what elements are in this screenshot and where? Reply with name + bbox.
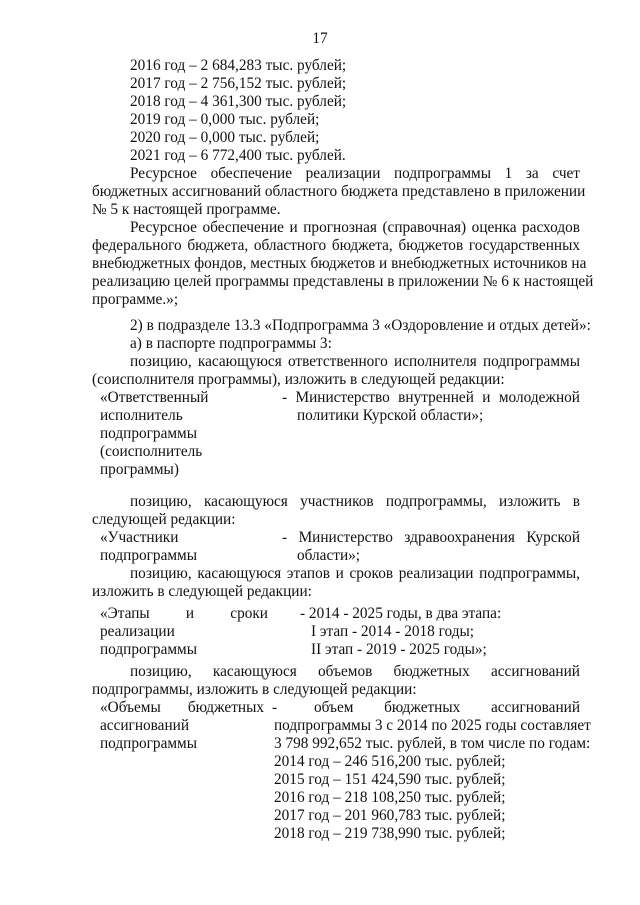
- table-cell-left: «Ответственный: [100, 389, 209, 406]
- table-cell-left: подпрограммы: [100, 735, 198, 752]
- year-line: 2017 год – 201 960,783 тыс. рублей;: [274, 807, 506, 824]
- item-subheading: а) в паспорте подпрограммы 3:: [130, 335, 332, 352]
- table-cell-left: подпрограммы: [100, 641, 198, 658]
- table-cell-right: области»;: [297, 547, 361, 564]
- paragraph-line: реализацию целей программы представлены в приложении № 6 к настоящей: [92, 273, 594, 290]
- year-line: 2019 год – 0,000 тыс. рублей;: [130, 111, 320, 128]
- year-line: 2020 год – 0,000 тыс. рублей;: [130, 129, 320, 146]
- table-cell-left: исполнитель: [100, 407, 183, 424]
- item-heading: 2) в подразделе 13.3 «Подпрограмма 3 «Оздоровление и отдых детей»:: [130, 317, 591, 334]
- year-line: 2016 год – 218 108,250 тыс. рублей;: [274, 789, 506, 806]
- page-number: 17: [312, 30, 328, 47]
- year-line: 2018 год – 219 738,990 тыс. рублей;: [274, 825, 506, 842]
- year-line: 2018 год – 4 361,300 тыс. рублей;: [130, 93, 347, 110]
- table-cell-right: политики Курской области»;: [297, 407, 484, 424]
- table-cell-left: (соисполнитель: [100, 443, 203, 460]
- table-cell-left: «Участники: [100, 529, 179, 546]
- table-cell-left: программы): [100, 461, 179, 478]
- paragraph-line: программе.»;: [92, 291, 179, 308]
- table-cell-left: подпрограммы: [100, 425, 198, 442]
- paragraph-line: Ресурсное обеспечение реализации подпрограммы 1 за счет: [130, 165, 580, 182]
- table-cell-left: «Объемы бюджетных: [100, 699, 264, 716]
- paragraph-line: позицию, касающуюся участников подпрограммы, изложить в: [130, 493, 580, 510]
- paragraph-line: внебюджетных фондов, местных бюджетов и внебюджетных источников на: [92, 255, 587, 272]
- table-cell-left: подпрограммы: [100, 547, 198, 564]
- table-cell-right: - Министерство внутренней и молодежной: [282, 389, 580, 406]
- table-cell-right: II этап - 2019 - 2025 годы»;: [311, 641, 487, 658]
- paragraph-line: № 5 к настоящей программе.: [92, 201, 281, 218]
- table-dash: -: [272, 699, 278, 716]
- paragraph-line: позицию, касающуюся объемов бюджетных ассигнований: [130, 663, 580, 680]
- paragraph-line: бюджетных ассигнований областного бюджета представлено в приложении: [92, 183, 586, 200]
- table-cell-left: «Этапы и сроки: [100, 605, 268, 622]
- year-line: 2014 год – 246 516,200 тыс. рублей;: [274, 753, 506, 770]
- year-line: 2015 год – 151 424,590 тыс. рублей;: [274, 771, 506, 788]
- paragraph-line: (соисполнителя программы), изложить в следующей редакции:: [92, 371, 505, 388]
- year-line: 2016 год – 2 684,283 тыс. рублей;: [130, 57, 347, 74]
- table-cell-left: ассигнований: [100, 717, 190, 734]
- table-cell-right: 3 798 992,652 тыс. рублей, в том числе по годам:: [274, 735, 591, 752]
- year-line: 2017 год – 2 756,152 тыс. рублей;: [130, 75, 347, 92]
- paragraph-line: федерального бюджета, областного бюджета, бюджетов государственных: [92, 237, 580, 254]
- year-line: 2021 год – 6 772,400 тыс. рублей.: [130, 147, 346, 164]
- table-cell-right: - Министерство здравоохранения Курской: [282, 529, 580, 546]
- paragraph-line: следующей редакции:: [92, 511, 236, 528]
- paragraph-line: подпрограммы, изложить в следующей редакции:: [92, 681, 417, 698]
- table-cell-right: - 2014 - 2025 годы, в два этапа:: [300, 605, 502, 622]
- table-cell-right: объем бюджетных ассигнований: [314, 699, 580, 716]
- table-cell-left: реализации: [100, 623, 175, 640]
- table-cell-right: подпрограммы 3 с 2014 по 2025 годы составляет: [274, 717, 591, 734]
- table-cell-right: I этап - 2014 - 2018 годы;: [311, 623, 475, 640]
- paragraph-line: изложить в следующей редакции:: [92, 583, 312, 600]
- paragraph-line: позицию, касающуюся ответственного исполнителя подпрограммы: [130, 353, 580, 370]
- paragraph-line: позицию, касающуюся этапов и сроков реализации подпрограммы,: [130, 565, 580, 582]
- paragraph-line: Ресурсное обеспечение и прогнозная (справочная) оценка расходов: [130, 219, 580, 236]
